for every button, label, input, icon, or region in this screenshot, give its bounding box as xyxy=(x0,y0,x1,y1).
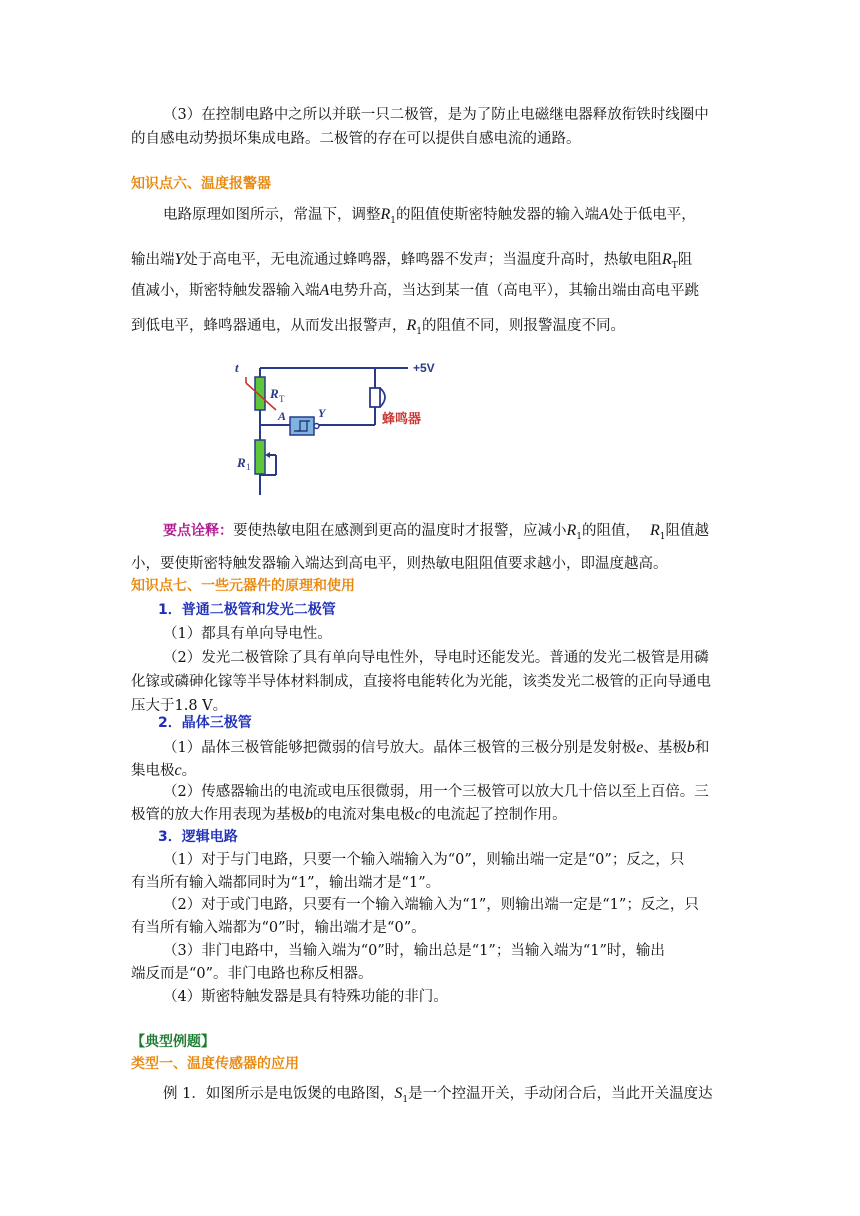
note-line-1: 要点诠释：要使热敏电阻在感测到更高的温度时才报警，应减小$R_1$的阻值， $R_1$阻值越 xyxy=(163,522,710,542)
r1-label: R xyxy=(237,455,246,470)
supply-voltage-label: +5V xyxy=(413,361,435,375)
transistor-item-2-l2: 极管的放大作用表现为基极b的电流对集电极c的电流起了控制作用。 xyxy=(131,806,567,823)
logic-item-1-l2: 有当所有输入端都同时为“1”，输出端才是“1”。 xyxy=(131,875,441,891)
subsection-diodes: 1．普通二极管和发光二极管 xyxy=(158,602,336,618)
logic-item-2-l1: （2）对于或门电路，只要有一个输入端输入为“1”，则输出端一定是“1”；反之，只 xyxy=(163,897,699,913)
examples-header: 【典型例题】 xyxy=(131,1034,215,1050)
diodes-item-1: （1）都具有单向导电性。 xyxy=(163,626,332,642)
temperature-alarm-circuit-diagram xyxy=(230,355,460,500)
note-line-2: 小，要使斯密特触发器输入端达到高电平，则热敏电阻阻值要求越小，即温度越高。 xyxy=(131,556,668,572)
node-y-label: Y xyxy=(318,406,326,420)
k6-line-4: 到低电平，蜂鸣器通电，从而发出报警声，$R_1$的阻值不同，则报警温度不同。 xyxy=(131,317,626,337)
note-label: 要点诠释： xyxy=(163,523,233,539)
section-title-k6: 知识点六、温度报警器 xyxy=(131,176,271,192)
diodes-item-2-l1: （2）发光二极管除了具有单向导电性外，导电时还能发光。普通的发光二极管是用磷 xyxy=(163,650,709,666)
logic-item-2-l2: 有当所有输入端都为“0”时，输出端才是“0”。 xyxy=(131,920,426,936)
logic-item-4: （4）斯密特触发器是具有特殊功能的非门。 xyxy=(163,989,448,1005)
transistor-item-2-l1: （2）传感器输出的电流或电压很微弱，用一个三极管可以放大几十倍以至上百倍。三 xyxy=(163,784,709,800)
transistor-item-1-l2: 集电极c。 xyxy=(131,762,197,779)
rt-label: R xyxy=(270,386,279,401)
k6-line-2: 输出端Y处于高电平，无电流通过蜂鸣器，蜂鸣器不发声；当温度升高时，热敏电阻$R_T$阻 xyxy=(131,251,693,271)
subsection-transistor: 2．晶体三极管 xyxy=(158,715,252,731)
subsection-logic: 3．逻辑电路 xyxy=(158,829,238,845)
section-title-k7: 知识点七、一些元器件的原理和使用 xyxy=(131,578,355,594)
paragraph-diode-l1: （3）在控制电路中之所以并联一只二极管，是为了防止电磁继电器释放衔铁时线圈中 xyxy=(163,107,709,123)
diodes-item-2-l2: 化镓或磷砷化镓等半导体材料制成，直接将电能转化为光能，该类发光二极管的正向导通电 xyxy=(131,674,711,690)
logic-item-1-l1: （1）对于与门电路，只要一个输入端输入为“0”，则输出端一定是“0”；反之，只 xyxy=(163,852,685,868)
node-a-label: A xyxy=(278,409,287,423)
thermistor-temp-label: t xyxy=(235,360,239,375)
rt-sub-label: T xyxy=(279,394,285,404)
r1-sub-label: 1 xyxy=(246,462,251,472)
logic-item-3-l1: （3）非门电路中，当输入端为“0”时，输出总是“1”；当输入端为“1”时，输出 xyxy=(163,943,665,959)
transistor-item-1-l1: （1）晶体三极管能够把微弱的信号放大。晶体三极管的三极分别是发射极e、基极b和 xyxy=(163,739,710,756)
example-1-line: 例 1．如图所示是电饭煲的电路图，$S_1$是一个控温开关，手动闭合后，当此开关温度达 xyxy=(163,1085,713,1105)
k6-line-1: 电路原理如图所示，常温下，调整$R_1$的阻值使斯密特触发器的输入端A处于低电平， xyxy=(163,206,696,226)
k6-line-3: 值减小，斯密特触发器输入端A电势升高，当达到某一值（高电平），其输出端由高电平跳 xyxy=(131,282,700,299)
buzzer-label: 蜂鸣器 xyxy=(382,412,422,427)
diodes-item-2-l3: 压大于1.8 V。 xyxy=(131,698,228,714)
logic-item-3-l2: 端反而是“0”。非门电路也称反相器。 xyxy=(131,966,373,982)
examples-type-1: 类型一、温度传感器的应用 xyxy=(131,1056,299,1072)
paragraph-diode-l2: 的自感电动势损坏集成电路。二极管的存在可以提供自感电流的通路。 xyxy=(131,131,581,147)
